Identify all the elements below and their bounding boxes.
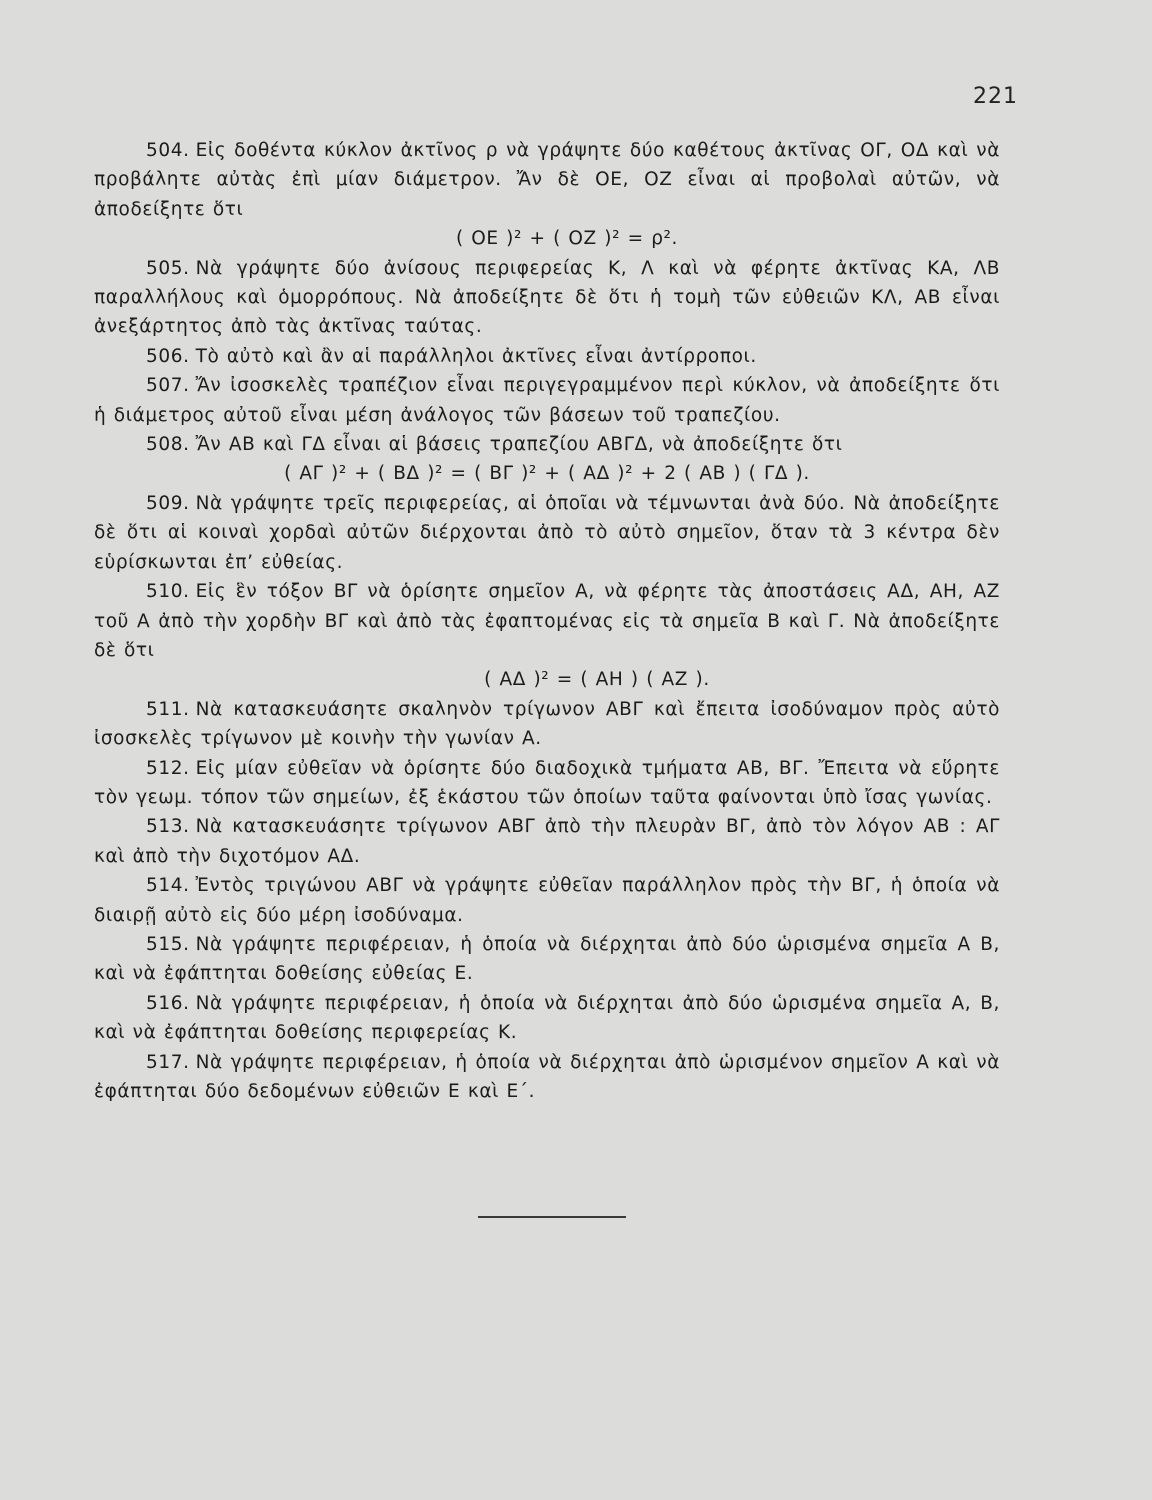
- problem-number: 511.: [146, 698, 190, 720]
- problem-517: [94, 1048, 1000, 1107]
- problem-text: Εἰς δοθέντα κύκλον ἀκτῖνος ρ νὰ γράψητε δύο καθέτους ἀκτῖνας ΟΓ, ΟΔ καὶ νὰ προβάλητε αὐτὰς ἐπὶ μίαν διάμετρον. Ἄν δὲ ΟΕ, ΟΖ εἶναι αἱ προβολαὶ αὐτῶν, νὰ ἀποδείξητε ὅτι: [94, 140, 1000, 220]
- problem-504: [94, 136, 1000, 224]
- problem-number: 505.: [146, 257, 190, 279]
- problem-514: [94, 871, 1000, 930]
- problem-text: Ἄν ΑΒ καὶ ΓΔ εἶναι αἱ βάσεις τραπεζίου ΑΒΓΔ, νὰ ἀποδείξητε ὅτι: [195, 434, 843, 456]
- problem-text: Νὰ γράψητε τρεῖς περιφερείας, αἱ ὁποῖαι νὰ τέμνωνται ἀνὰ δύο. Νὰ ἀποδείξητε δὲ ὅτι αἱ κοιναὶ χορδαὶ αὐτῶν διέρχονται ἀπὸ τὸ αὐτὸ σημεῖον, ὅταν τὰ 3 κέντρα δὲν εὑρίσκωνται ἐπ’ εὐθείας.: [94, 492, 1000, 573]
- problem-512: [94, 754, 1000, 813]
- exercise-list: [94, 136, 1000, 1106]
- problem-text: Νὰ κατασκευάσητε τρίγωνον ΑΒΓ ἀπὸ τὴν πλευρὰν ΒΓ, ἀπὸ τὸν λόγον ΑΒ : ΑΓ καὶ ἀπὸ τὴν διχοτόμον ΑΔ.: [94, 816, 1000, 867]
- formula: ( ΟΕ )² + ( ΟΖ )² = ρ².: [455, 228, 679, 250]
- problem-text: Νὰ γράψητε δύο ἀνίσους περιφερείας Κ, Λ καὶ νὰ φέρητε ἀκτῖνας ΚΑ, ΛΒ παραλλήλους καὶ ὁμορρόπους. Νὰ ἀποδείξητε δὲ ὅτι ἡ τομὴ τῶν εὐθειῶν ΚΛ, ΑΒ εἶναι ἀνεξάρτητος ἀπὸ τὰς ἀκτῖνας ταύτας.: [94, 257, 1000, 338]
- problem-text: Νὰ γράψητε περιφέρειαν, ἡ ὁποία νὰ διέρχηται ἀπὸ δύο ὡρισμένα σημεῖα Α, Β, καὶ νὰ ἐφάπτηται δοθείσης περιφερείας Κ.: [94, 992, 1000, 1044]
- problem-text: Εἰς ἓν τόξον ΒΓ νὰ ὁρίσητε σημεῖον Α, νὰ φέρητε τὰς ἀποστάσεις ΑΔ, ΑΗ, ΑΖ τοῦ Α ἀπὸ τὴν χορδὴν ΒΓ καὶ ἀπὸ τὰς ἐφαπτομένας εἰς τὰ σημεῖα Β καὶ Γ. Νὰ ἀποδείξητε δὲ ὅτι: [94, 581, 1000, 661]
- problem-number: 504.: [146, 140, 190, 161]
- problem-number: 515.: [146, 933, 190, 955]
- problem-text: Νὰ γράψητε περιφέρειαν, ἡ ὁποία νὰ διέρχηται ἀπὸ δύο ὡρισμένα σημεῖα Α Β, καὶ νὰ ἐφάπτηται δοθείσης εὐθείας Ε.: [94, 933, 1000, 985]
- problem-number: 513.: [146, 816, 190, 838]
- problem-text: Εἰς μίαν εὐθεῖαν νὰ ὁρίσητε δύο διαδοχικὰ τμήματα ΑΒ, ΒΓ. Ἔπειτα νὰ εὕρητε τὸν γεωμ. τόπον τῶν σημείων, ἐξ ἑκάστου τῶν ὁποίων ταῦτα φαίνονται ὑπὸ ἴσας γωνίας.: [94, 757, 1000, 808]
- problem-number: 517.: [146, 1051, 190, 1073]
- problem-number: 508.: [146, 434, 190, 456]
- problem-513: [94, 812, 1000, 871]
- problem-509: [94, 489, 1000, 577]
- formula: ( ΑΔ )² = ( ΑΗ ) ( ΑΖ ).: [484, 669, 710, 691]
- problem-507: [94, 371, 1000, 430]
- problem-506: [94, 342, 1000, 371]
- problem-number: 509.: [146, 492, 190, 514]
- problem-505: [94, 254, 1000, 342]
- page-number: 221: [973, 84, 1018, 109]
- problem-number: 507.: [146, 375, 190, 397]
- problem-511: [94, 695, 1000, 754]
- problem-508: [94, 430, 1000, 459]
- problem-number: 512.: [146, 757, 190, 779]
- problem-515: [94, 930, 1000, 989]
- problem-text: Νὰ κατασκευάσητε σκαληνὸν τρίγωνον ΑΒΓ καὶ ἔπειτα ἰσοδύναμον πρὸς αὐτὸ ἰσοσκελὲς τρίγωνον μὲ κοινὴν τὴν γωνίαν Α.: [94, 698, 1000, 750]
- problem-number: 514.: [146, 875, 190, 897]
- problem-text: Νὰ γράψητε περιφέρειαν, ἡ ὁποία νὰ διέρχηται ἀπὸ ὡρισμένον σημεῖον Α καὶ νὰ ἐφάπτηται δύο δεδομένων εὐθειῶν Ε καὶ Ε΄.: [94, 1051, 1000, 1102]
- problem-text: Ἄν ἰσοσκελὲς τραπέζιον εἶναι περιγεγραμμένον περὶ κύκλον, νὰ ἀποδείξητε ὅτι ἡ διάμετρος αὐτοῦ εἶναι μέση ἀνάλογος τῶν βάσεων τοῦ τραπεζίου.: [94, 375, 1000, 426]
- formula: ( ΑΓ )² + ( ΒΔ )² = ( ΒΓ )² + ( ΑΔ )² + 2 ( ΑΒ ) ( ΓΔ ).: [284, 463, 810, 485]
- problem-text: Ἐντὸς τριγώνου ΑΒΓ νὰ γράψητε εὐθεῖαν παράλληλον πρὸς τὴν ΒΓ, ἡ ὁποία νὰ διαιρῇ αὐτὸ εἰς δύο μέρη ἰσοδύναμα.: [94, 875, 1000, 926]
- problem-number: 506.: [146, 345, 190, 367]
- problem-510: [94, 577, 1000, 665]
- problem-text: Τὸ αὐτὸ καὶ ἂν αἱ παράλληλοι ἀκτῖνες εἶναι ἀντίρροποι.: [195, 345, 757, 367]
- problem-number: 510.: [146, 581, 190, 603]
- end-rule: [478, 1216, 626, 1218]
- problem-number: 516.: [146, 992, 190, 1014]
- problem-516: [94, 989, 1000, 1048]
